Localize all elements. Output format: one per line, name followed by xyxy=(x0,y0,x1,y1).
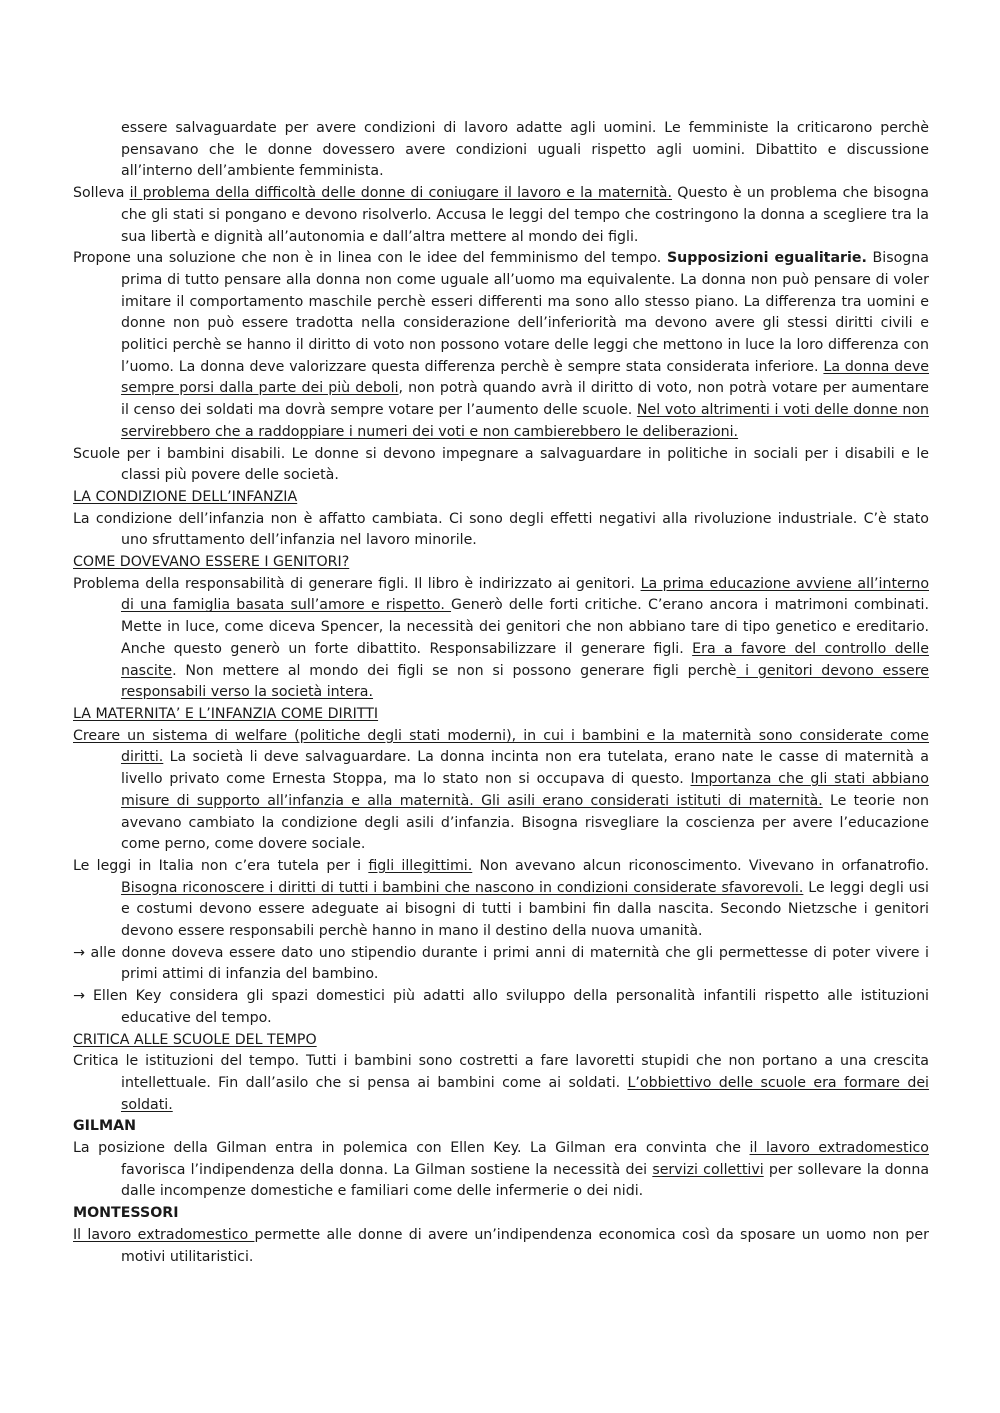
paragraph-maternity-problem: Solleva il problema della difficoltà delle donne di coniugare il lavoro e la maternità. Questo è un problema che bisogna che gli stati si pongano e devono risolverlo. Accusa le leggi del tempo che costringono la donna a scegliere tra la sua libertà e dignità all’autonomia e dall’altra mettere al mondo dei figli. xyxy=(73,185,929,245)
underlined-phrase: La prima educazione avviene all’interno di una famiglia basata sull’amore e rispetto. xyxy=(121,575,930,614)
underlined-phrase: figli illegittimi. xyxy=(368,857,473,874)
section-heading-gilman: GILMAN xyxy=(73,1118,136,1135)
paragraph-welfare: Creare un sistema di welfare (politiche degli stati moderni), in cui i bambini e la maternità sono considerate come diritti. La società li deve salvaguardare. La donna incinta non era tutelata, erano nate le casse di maternità a livello privato come Ernesta Stoppa, ma lo stato non si occupava di questo. Importanza che gli stati abbiano misure di supporto all’infanzia e alla maternità. Gli asili erano considerati istituti di maternità. Le teorie non avevano cambiato la condizione degli asili d’infanzia. Bisogna risvegliare la coscienza per avere l’educazione come perno, come dovere sociale. xyxy=(73,727,929,853)
underlined-phrase: Nel voto altrimenti i voti delle donne non servirebbero che a raddoppiare i numeri dei voti e non cambierebbero le deliberazioni. xyxy=(121,402,929,440)
paragraph-laws-italy: Le leggi in Italia non c’era tutela per i figli illegittimi. Non avevano alcun riconoscimento. Vivevano in orfanatrofio. Bisogna riconoscere i diritti di tutti i bambini che nascono in condizioni considerate sfavorevoli. Le leggi degli usi e costumi devono essere adeguate ai bisogni di tutti i bambini fin dalla nascita. Secondo Nietzsche i genitori devono essere responsabili perchè hanno in mano il destino della nuova umanità. xyxy=(73,857,929,940)
section-heading-parents: COME DOVEVANO ESSERE I GENITORI? xyxy=(73,554,350,571)
paragraph-montessori: Il lavoro extradomestico permette alle donne di avere un’indipendenza economica così da sposare un uomo non per motivi utilitaristici. xyxy=(73,1226,929,1265)
underlined-phrase: il problema della difficoltà delle donne di coniugare il lavoro e la maternità. xyxy=(129,185,673,202)
underlined-phrase: Creare un sistema di welfare (politiche degli stati moderni), in cui i bambini e la maternità sono considerate come diritti. xyxy=(73,727,929,766)
underlined-phrase: La donna deve sempre porsi dalla parte dei più deboli xyxy=(121,358,929,397)
paragraph-continuation: essere salvaguardate per avere condizioni di lavoro adatte agli uomini. Le femministe la criticarono perchè pensavano che le donne dovessero avere condizioni uguali rispetto agli uomini. Dibattito e discussione all’interno dell’ambiente femminista. xyxy=(121,120,929,180)
paragraph-parents: Problema della responsabilità di generare figli. Il libro è indirizzato ai genitori. La prima educazione avviene all’interno di una famiglia basata sull’amore e rispetto. Generò delle forti critiche. C’erano ancora i matrimoni combinati. Mette in luce, come diceva Spencer, la necessità dei genitori che non abbiano tare di tipo genetico e ereditario. Anche questo generò un forte dibattito. Responsabilizzare il generare figli. Era a favore del controllo delle nascite. Non mettere al mondo dei figli se non si possono generare figli perchè i genitori devono essere responsabili verso la società intera. xyxy=(73,575,930,701)
underlined-phrase: L’obbiettivo delle scuole era formare dei soldati. xyxy=(121,1074,929,1113)
paragraph-egalitarian-solution: Propone una soluzione che non è in linea con le idee del femminismo del tempo. Supposizioni egualitarie. Bisogna prima di tutto pensare alla donna non come uguale all’uomo ma equivalente. La donna non può pensare di voler imitare il comportamento maschile perchè esseri differenti ma sono allo stesso piano. La differenza tra uomini e donne non può essere tradotta nella considerazione dell’inferiorità ma devono avere gli stessi diritti civili e politici perchè se hanno il diritto di voto non possono votare delle leggi che mettono in luce la loro differenza con l’uomo. La donna deve valorizzare questa differenza perchè è sempre stata considerata inferiore. La donna deve sempre porsi dalla parte dei più deboli, non potrà quando avrà il diritto di voto, non potrà votare per aumentare il censo dei soldati ma dovrà sempre votare per l’aumento delle scuole. Nel voto altrimenti i voti delle donne non servirebbero che a raddoppiare i numeri dei voti e non cambierebbero le deliberazioni. xyxy=(73,250,929,440)
underlined-phrase: Era a favore del controllo delle nascite xyxy=(121,640,929,679)
paragraph-gilman: La posizione della Gilman entra in polemica con Ellen Key. La Gilman era convinta che il lavoro extradomestico favorisca l’indipendenza della donna. La Gilman sostiene la necessità dei servizi collettivi per sollevare la donna dalle incompenze domestiche e familiari come delle infermerie o dei nidi. xyxy=(73,1140,930,1200)
arrow-point-salary: → alle donne doveva essere dato uno stipendio durante i primi anni di maternità che gli permettesse di poter vivere i primi attimi di infanzia del bambino. xyxy=(73,944,929,983)
section-heading-montessori: MONTESSORI xyxy=(73,1205,179,1222)
underlined-phrase: Il lavoro extradomestico xyxy=(73,1226,255,1243)
document-page xyxy=(73,118,929,1268)
paragraph-schools-critique: Critica le istituzioni del tempo. Tutti i bambini sono costretti a fare lavoretti stupidi che non portano a una crescita intellettuale. Fin dall’asilo che si pensa ai bambini come ai soldati. L’obbiettivo delle scuole era formare dei soldati. xyxy=(73,1053,929,1113)
paragraph-disabled-schools: Scuole per i bambini disabili. Le donne si devono impegnare a salvaguardare in politiche in sociali per i disabili e le classi più povere delle società. xyxy=(73,445,929,484)
section-heading-rights: LA MATERNITA’ E L’INFANZIA COME DIRITTI xyxy=(73,705,379,722)
paragraph-childhood: La condizione dell’infanzia non è affatto cambiata. Ci sono degli effetti negativi alla rivoluzione industriale. C’è stato uno sfruttamento dell’infanzia nel lavoro minorile. xyxy=(73,510,929,549)
arrow-point-domestic-spaces: → Ellen Key considera gli spazi domestici più adatti allo sviluppo della personalità infantili rispetto alle istituzioni educative del tempo. xyxy=(73,988,929,1026)
bold-phrase: Supposizioni egualitarie. xyxy=(666,250,867,267)
underlined-phrase: Bisogna riconoscere i diritti di tutti i bambini che nascono in condizioni considerate sfavorevoli. xyxy=(121,879,804,896)
section-heading-childhood: LA CONDIZIONE DELL’INFANZIA xyxy=(73,488,298,505)
underlined-phrase: servizi collettivi xyxy=(652,1161,764,1178)
underlined-phrase: Importanza che gli stati abbiano misure di supporto all’infanzia e alla maternità. Gli asili erano considerati istituti di maternità. xyxy=(121,771,929,809)
underlined-phrase: i genitori devono essere responsabili verso la società intera. xyxy=(121,662,930,701)
underlined-phrase: il lavoro extradomestico xyxy=(749,1140,929,1157)
section-heading-schools-critique: CRITICA ALLE SCUOLE DEL TEMPO xyxy=(73,1031,317,1048)
